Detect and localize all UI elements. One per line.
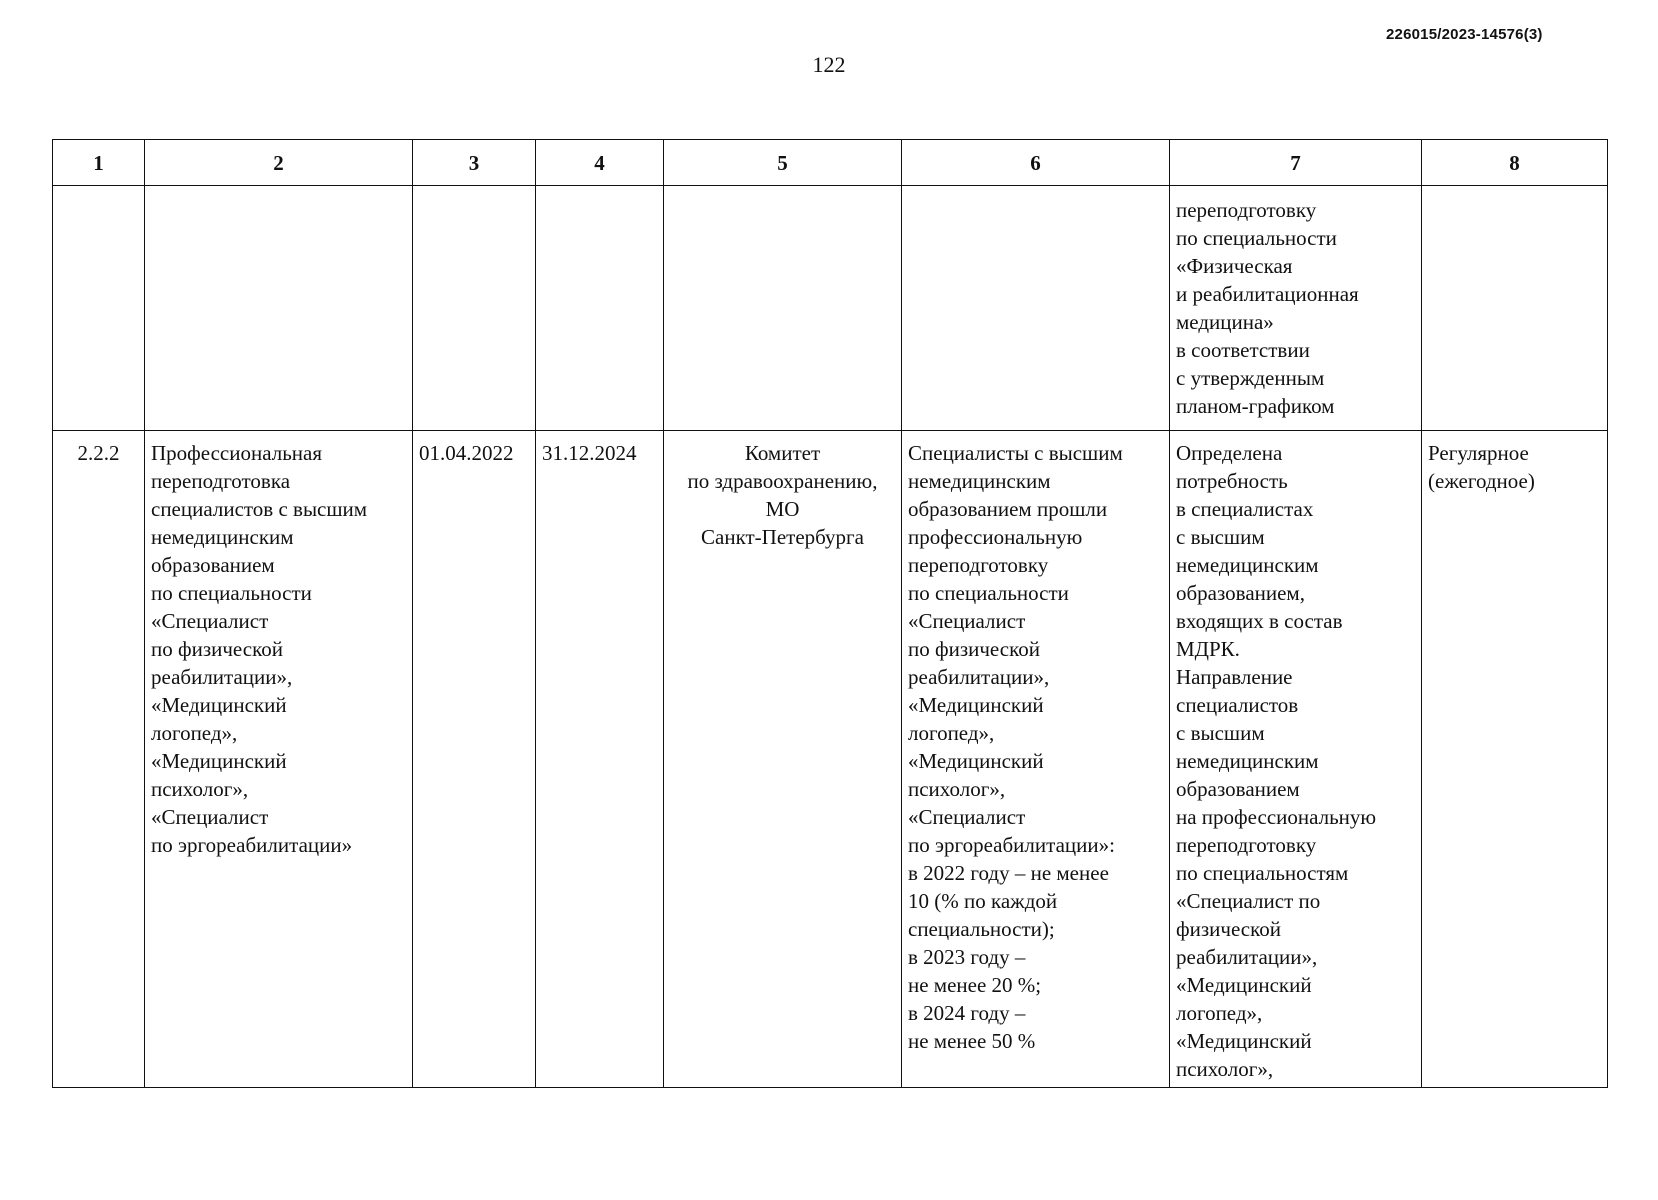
column-header: 4 <box>536 140 664 186</box>
table-cell-result: переподготовку по специальности «Физическая и реабилитационная медицина» в соответствии с утвержденным планом-графиком <box>1170 186 1422 431</box>
measures-table <box>52 139 1608 1088</box>
start-date-cell: 01.04.2022 <box>413 431 536 1088</box>
table-row <box>53 431 1608 1088</box>
table-cell <box>536 186 664 431</box>
table-cell <box>413 186 536 431</box>
column-header: 3 <box>413 140 536 186</box>
column-header: 6 <box>902 140 1170 186</box>
expected-result-cell: Специалисты с высшим немедицинским образованием прошли профессиональную переподготовку по специальности «Специалист по физической реабилитации», «Медицинский логопед», «Медицинский психолог», «Специалист по эргореабилитации»: в 2022 году – не менее 10 (% по каждой специальности); в 2023 году – не менее 20 %; в 2024 году – не менее 50 % <box>902 431 1170 1088</box>
responsible-cell: Комитет по здравоохранению, МО Санкт-Петербурга <box>664 431 902 1088</box>
column-header: 1 <box>53 140 145 186</box>
column-header: 7 <box>1170 140 1422 186</box>
table-cell <box>1422 186 1608 431</box>
end-date-cell: 31.12.2024 <box>536 431 664 1088</box>
item-number-cell: 2.2.2 <box>53 431 145 1088</box>
table-row <box>53 186 1608 431</box>
document-registration-number: 226015/2023-14576(3) <box>1386 26 1543 43</box>
table-cell <box>902 186 1170 431</box>
measure-name-cell: Профессиональная переподготовка специалистов с высшим немедицинским образованием по специальности «Специалист по физической реабилитации», «Медицинский логопед», «Медицинский психолог», «Специалист по эргореабилитации» <box>145 431 413 1088</box>
column-header: 8 <box>1422 140 1608 186</box>
page-number: 122 <box>812 52 846 77</box>
table-header-row <box>53 140 1608 186</box>
table-cell <box>145 186 413 431</box>
column-header: 2 <box>145 140 413 186</box>
result-description-cell: Определена потребность в специалистах с высшим немедицинским образованием, входящих в состав МДРК. Направление специалистов с высшим немедицинским образованием на профессиональную переподготовку по специальностям «Специалист по физической реабилитации», «Медицинский логопед», «Медицинский психолог», <box>1170 431 1422 1088</box>
column-header: 5 <box>664 140 902 186</box>
table-cell <box>53 186 145 431</box>
table-cell <box>664 186 902 431</box>
periodicity-cell: Регулярное (ежегодное) <box>1422 431 1608 1088</box>
